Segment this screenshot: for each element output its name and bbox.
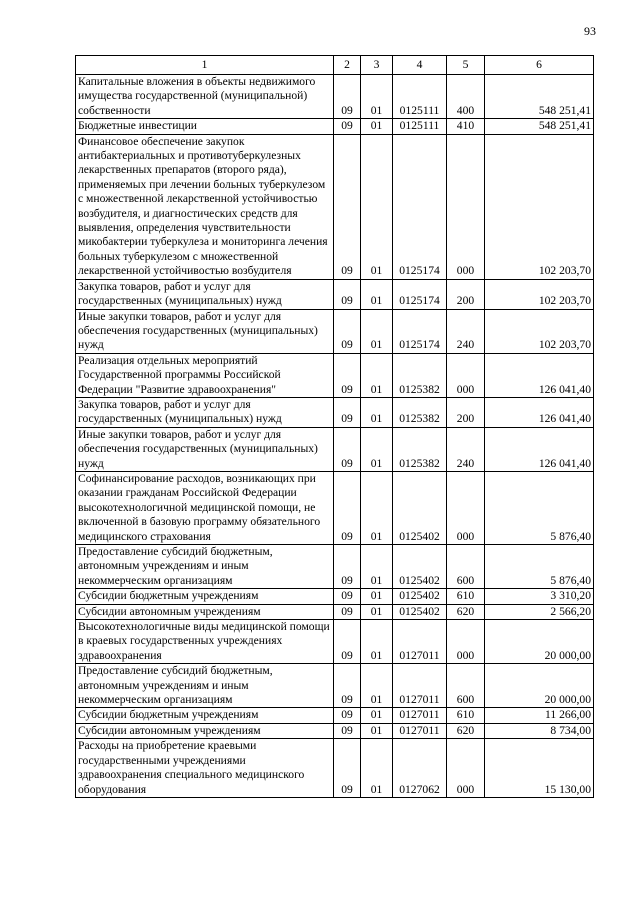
- table-row: [76, 119, 594, 134]
- row-description: Финансовое обеспечение закупок антибактериальных и противотуберкулезных лекарственных препаратов (второго ряда), применяемых при лечении больных туберкулезом с множественной лекарственной устойчивостью возбудителя, и диагностических средств для выявления, определения чувствительности микобактерии туберкулеза и мониторинга лечения больных туберкулезом с множественной лекарственной устойчивостью возбудителя: [76, 134, 334, 279]
- table-row: [76, 739, 594, 798]
- row-target-code: 0125402: [393, 604, 447, 619]
- row-subsection: 01: [361, 471, 393, 544]
- column-header: 6: [485, 56, 594, 75]
- row-target-code: 0125174: [393, 134, 447, 279]
- row-target-code: 0125111: [393, 119, 447, 134]
- row-description: Субсидии бюджетным учреждениям: [76, 708, 334, 723]
- row-amount: 20 000,00: [485, 620, 594, 664]
- row-target-code: 0125402: [393, 471, 447, 544]
- table-row: [76, 279, 594, 309]
- row-amount: 5 876,40: [485, 471, 594, 544]
- row-subsection: 01: [361, 620, 393, 664]
- row-section: 09: [334, 119, 361, 134]
- table-row: [76, 723, 594, 738]
- row-expense-type: 000: [447, 353, 485, 397]
- row-description: Реализация отдельных мероприятий Государственной программы Российской Федерации "Развитие здравоохранения": [76, 353, 334, 397]
- budget-table: [75, 55, 594, 798]
- row-subsection: 01: [361, 397, 393, 427]
- column-header: 2: [334, 56, 361, 75]
- row-target-code: 0127011: [393, 723, 447, 738]
- row-subsection: 01: [361, 119, 393, 134]
- row-target-code: 0125382: [393, 397, 447, 427]
- row-section: 09: [334, 604, 361, 619]
- row-expense-type: 600: [447, 545, 485, 589]
- row-subsection: 01: [361, 134, 393, 279]
- row-expense-type: 410: [447, 119, 485, 134]
- row-target-code: 0125174: [393, 279, 447, 309]
- table-row: [76, 664, 594, 708]
- table-row: [76, 427, 594, 471]
- row-expense-type: 240: [447, 309, 485, 353]
- row-expense-type: 200: [447, 397, 485, 427]
- table-row: [76, 471, 594, 544]
- row-section: 09: [334, 739, 361, 798]
- row-amount: 126 041,40: [485, 427, 594, 471]
- row-amount: 2 566,20: [485, 604, 594, 619]
- row-expense-type: 000: [447, 134, 485, 279]
- column-header: 4: [393, 56, 447, 75]
- row-amount: 3 310,20: [485, 589, 594, 604]
- row-description: Иные закупки товаров, работ и услуг для обеспечения государственных (муниципальных) нужд: [76, 427, 334, 471]
- row-expense-type: 000: [447, 471, 485, 544]
- row-subsection: 01: [361, 664, 393, 708]
- table-row: [76, 134, 594, 279]
- row-section: 09: [334, 664, 361, 708]
- row-target-code: 0125402: [393, 589, 447, 604]
- row-amount: 548 251,41: [485, 75, 594, 119]
- row-target-code: 0127062: [393, 739, 447, 798]
- row-expense-type: 620: [447, 723, 485, 738]
- row-description: Субсидии автономным учреждениям: [76, 723, 334, 738]
- row-description: Субсидии автономным учреждениям: [76, 604, 334, 619]
- row-description: Софинансирование расходов, возникающих при оказании гражданам Российской Федерации высокотехнологичной медицинской помощи, не включенной в базовую программу обязательного медицинского страхования: [76, 471, 334, 544]
- row-amount: 15 130,00: [485, 739, 594, 798]
- row-target-code: 0127011: [393, 664, 447, 708]
- row-section: 09: [334, 75, 361, 119]
- row-amount: 8 734,00: [485, 723, 594, 738]
- row-section: 09: [334, 134, 361, 279]
- row-section: 09: [334, 397, 361, 427]
- row-target-code: 0125174: [393, 309, 447, 353]
- row-amount: 102 203,70: [485, 309, 594, 353]
- row-subsection: 01: [361, 75, 393, 119]
- row-expense-type: 000: [447, 620, 485, 664]
- row-target-code: 0127011: [393, 708, 447, 723]
- row-section: 09: [334, 620, 361, 664]
- row-section: 09: [334, 353, 361, 397]
- row-description: Закупка товаров, работ и услуг для государственных (муниципальных) нужд: [76, 279, 334, 309]
- row-subsection: 01: [361, 604, 393, 619]
- row-subsection: 01: [361, 427, 393, 471]
- row-target-code: 0127011: [393, 620, 447, 664]
- row-section: 09: [334, 279, 361, 309]
- row-expense-type: 600: [447, 664, 485, 708]
- table-row: [76, 620, 594, 664]
- row-section: 09: [334, 471, 361, 544]
- row-section: 09: [334, 589, 361, 604]
- row-amount: 548 251,41: [485, 119, 594, 134]
- row-description: Субсидии бюджетным учреждениям: [76, 589, 334, 604]
- table-row: [76, 604, 594, 619]
- row-subsection: 01: [361, 739, 393, 798]
- column-header: 1: [76, 56, 334, 75]
- row-subsection: 01: [361, 723, 393, 738]
- row-amount: 102 203,70: [485, 279, 594, 309]
- column-header: 5: [447, 56, 485, 75]
- row-expense-type: 620: [447, 604, 485, 619]
- row-description: Предоставление субсидий бюджетным, автономным учреждениям и иным некоммерческим организациям: [76, 664, 334, 708]
- row-description: Высокотехнологичные виды медицинской помощи в краевых государственных учреждениях здравоохранения: [76, 620, 334, 664]
- table-row: [76, 397, 594, 427]
- table-row: [76, 589, 594, 604]
- row-target-code: 0125382: [393, 427, 447, 471]
- row-subsection: 01: [361, 279, 393, 309]
- table-row: [76, 353, 594, 397]
- row-expense-type: 400: [447, 75, 485, 119]
- row-description: Расходы на приобретение краевыми государственными учреждениями здравоохранения специального медицинского оборудования: [76, 739, 334, 798]
- row-expense-type: 610: [447, 708, 485, 723]
- row-amount: 126 041,40: [485, 353, 594, 397]
- row-section: 09: [334, 309, 361, 353]
- table-header-row: [76, 56, 594, 75]
- row-description: Закупка товаров, работ и услуг для государственных (муниципальных) нужд: [76, 397, 334, 427]
- row-expense-type: 200: [447, 279, 485, 309]
- table-row: [76, 309, 594, 353]
- row-section: 09: [334, 708, 361, 723]
- row-section: 09: [334, 723, 361, 738]
- row-target-code: 0125382: [393, 353, 447, 397]
- row-description: Предоставление субсидий бюджетным, автономным учреждениям и иным некоммерческим организациям: [76, 545, 334, 589]
- table-row: [76, 75, 594, 119]
- table-row: [76, 545, 594, 589]
- row-description: Бюджетные инвестиции: [76, 119, 334, 134]
- row-amount: 126 041,40: [485, 397, 594, 427]
- row-subsection: 01: [361, 545, 393, 589]
- row-expense-type: 240: [447, 427, 485, 471]
- row-expense-type: 000: [447, 739, 485, 798]
- row-expense-type: 610: [447, 589, 485, 604]
- column-header: 3: [361, 56, 393, 75]
- row-subsection: 01: [361, 309, 393, 353]
- row-subsection: 01: [361, 708, 393, 723]
- row-description: Иные закупки товаров, работ и услуг для обеспечения государственных (муниципальных) нужд: [76, 309, 334, 353]
- row-section: 09: [334, 545, 361, 589]
- row-target-code: 0125111: [393, 75, 447, 119]
- row-amount: 5 876,40: [485, 545, 594, 589]
- row-description: Капитальные вложения в объекты недвижимого имущества государственной (муниципальной) собственности: [76, 75, 334, 119]
- row-amount: 102 203,70: [485, 134, 594, 279]
- row-amount: 11 266,00: [485, 708, 594, 723]
- row-subsection: 01: [361, 353, 393, 397]
- table-row: [76, 708, 594, 723]
- row-target-code: 0125402: [393, 545, 447, 589]
- page-number: 93: [584, 24, 596, 38]
- row-section: 09: [334, 427, 361, 471]
- row-subsection: 01: [361, 589, 393, 604]
- row-amount: 20 000,00: [485, 664, 594, 708]
